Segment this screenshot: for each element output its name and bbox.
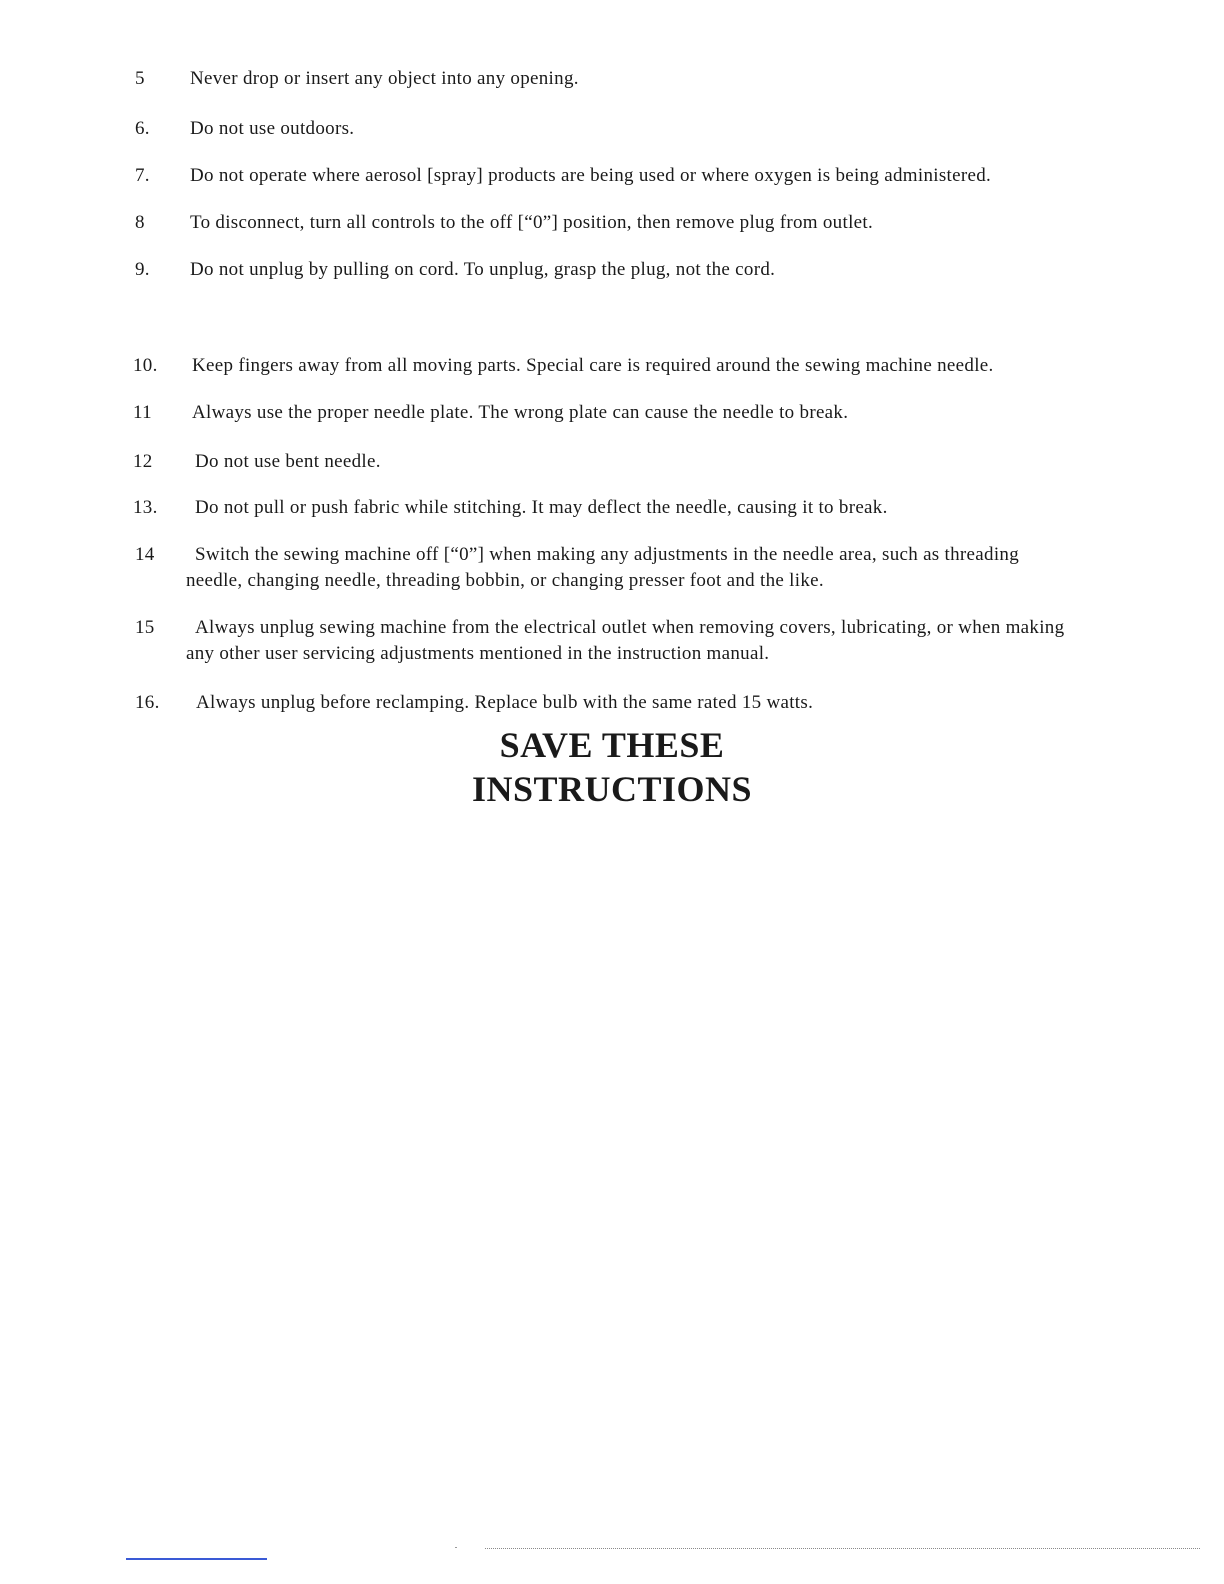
item-number: 6. — [135, 118, 150, 139]
item-text-continuation: needle, changing needle, threading bobbin, or changing presser foot and the like. — [186, 570, 824, 591]
item-text-continuation: any other user servicing adjustments mentioned in the instruction manual. — [186, 643, 770, 664]
item-text: Switch the sewing machine off [“0”] when making any adjustments in the needle area, such as threading — [195, 544, 1020, 565]
item-text: Do not use outdoors. — [190, 118, 355, 139]
bottom-blue-rule — [126, 1558, 267, 1560]
item-text: Do not use bent needle. — [195, 451, 381, 472]
item-number: 5 — [135, 68, 145, 89]
item-number: 9. — [135, 259, 150, 280]
item-text: Do not pull or push fabric while stitching. It may deflect the needle, causing it to break. — [195, 497, 888, 518]
item-number: 10. — [133, 355, 158, 376]
item-number: 14 — [135, 544, 155, 565]
item-text: Never drop or insert any object into any opening. — [190, 68, 579, 89]
item-number: 11 — [133, 402, 152, 423]
save-instructions-heading-line2: INSTRUCTIONS — [471, 769, 753, 809]
item-text: Do not unplug by pulling on cord. To unplug, grasp the plug, not the cord. — [190, 259, 776, 280]
item-number: 7. — [135, 165, 150, 186]
item-text: Keep fingers away from all moving parts. Special care is required around the sewing machine needle. — [192, 355, 994, 376]
item-number: 15 — [135, 617, 155, 638]
item-number: 12 — [133, 451, 153, 472]
item-text: Always unplug before reclamping. Replace bulb with the same rated 15 watts. — [196, 692, 814, 713]
item-text: Always use the proper needle plate. The wrong plate can cause the needle to break. — [192, 402, 849, 423]
item-number: 13. — [133, 497, 158, 518]
item-text: Do not operate where aerosol [spray] products are being used or where oxygen is being administered. — [190, 165, 992, 186]
save-instructions-heading-line1: SAVE THESE — [499, 725, 725, 765]
item-number: 8 — [135, 212, 145, 233]
scan-speck — [455, 1547, 457, 1548]
item-text: To disconnect, turn all controls to the off [“0”] position, then remove plug from outlet. — [190, 212, 874, 233]
item-text: Always unplug sewing machine from the electrical outlet when removing covers, lubricating, or when making — [195, 617, 1065, 638]
item-number: 16. — [135, 692, 160, 713]
bottom-dotted-rule — [485, 1548, 1200, 1549]
